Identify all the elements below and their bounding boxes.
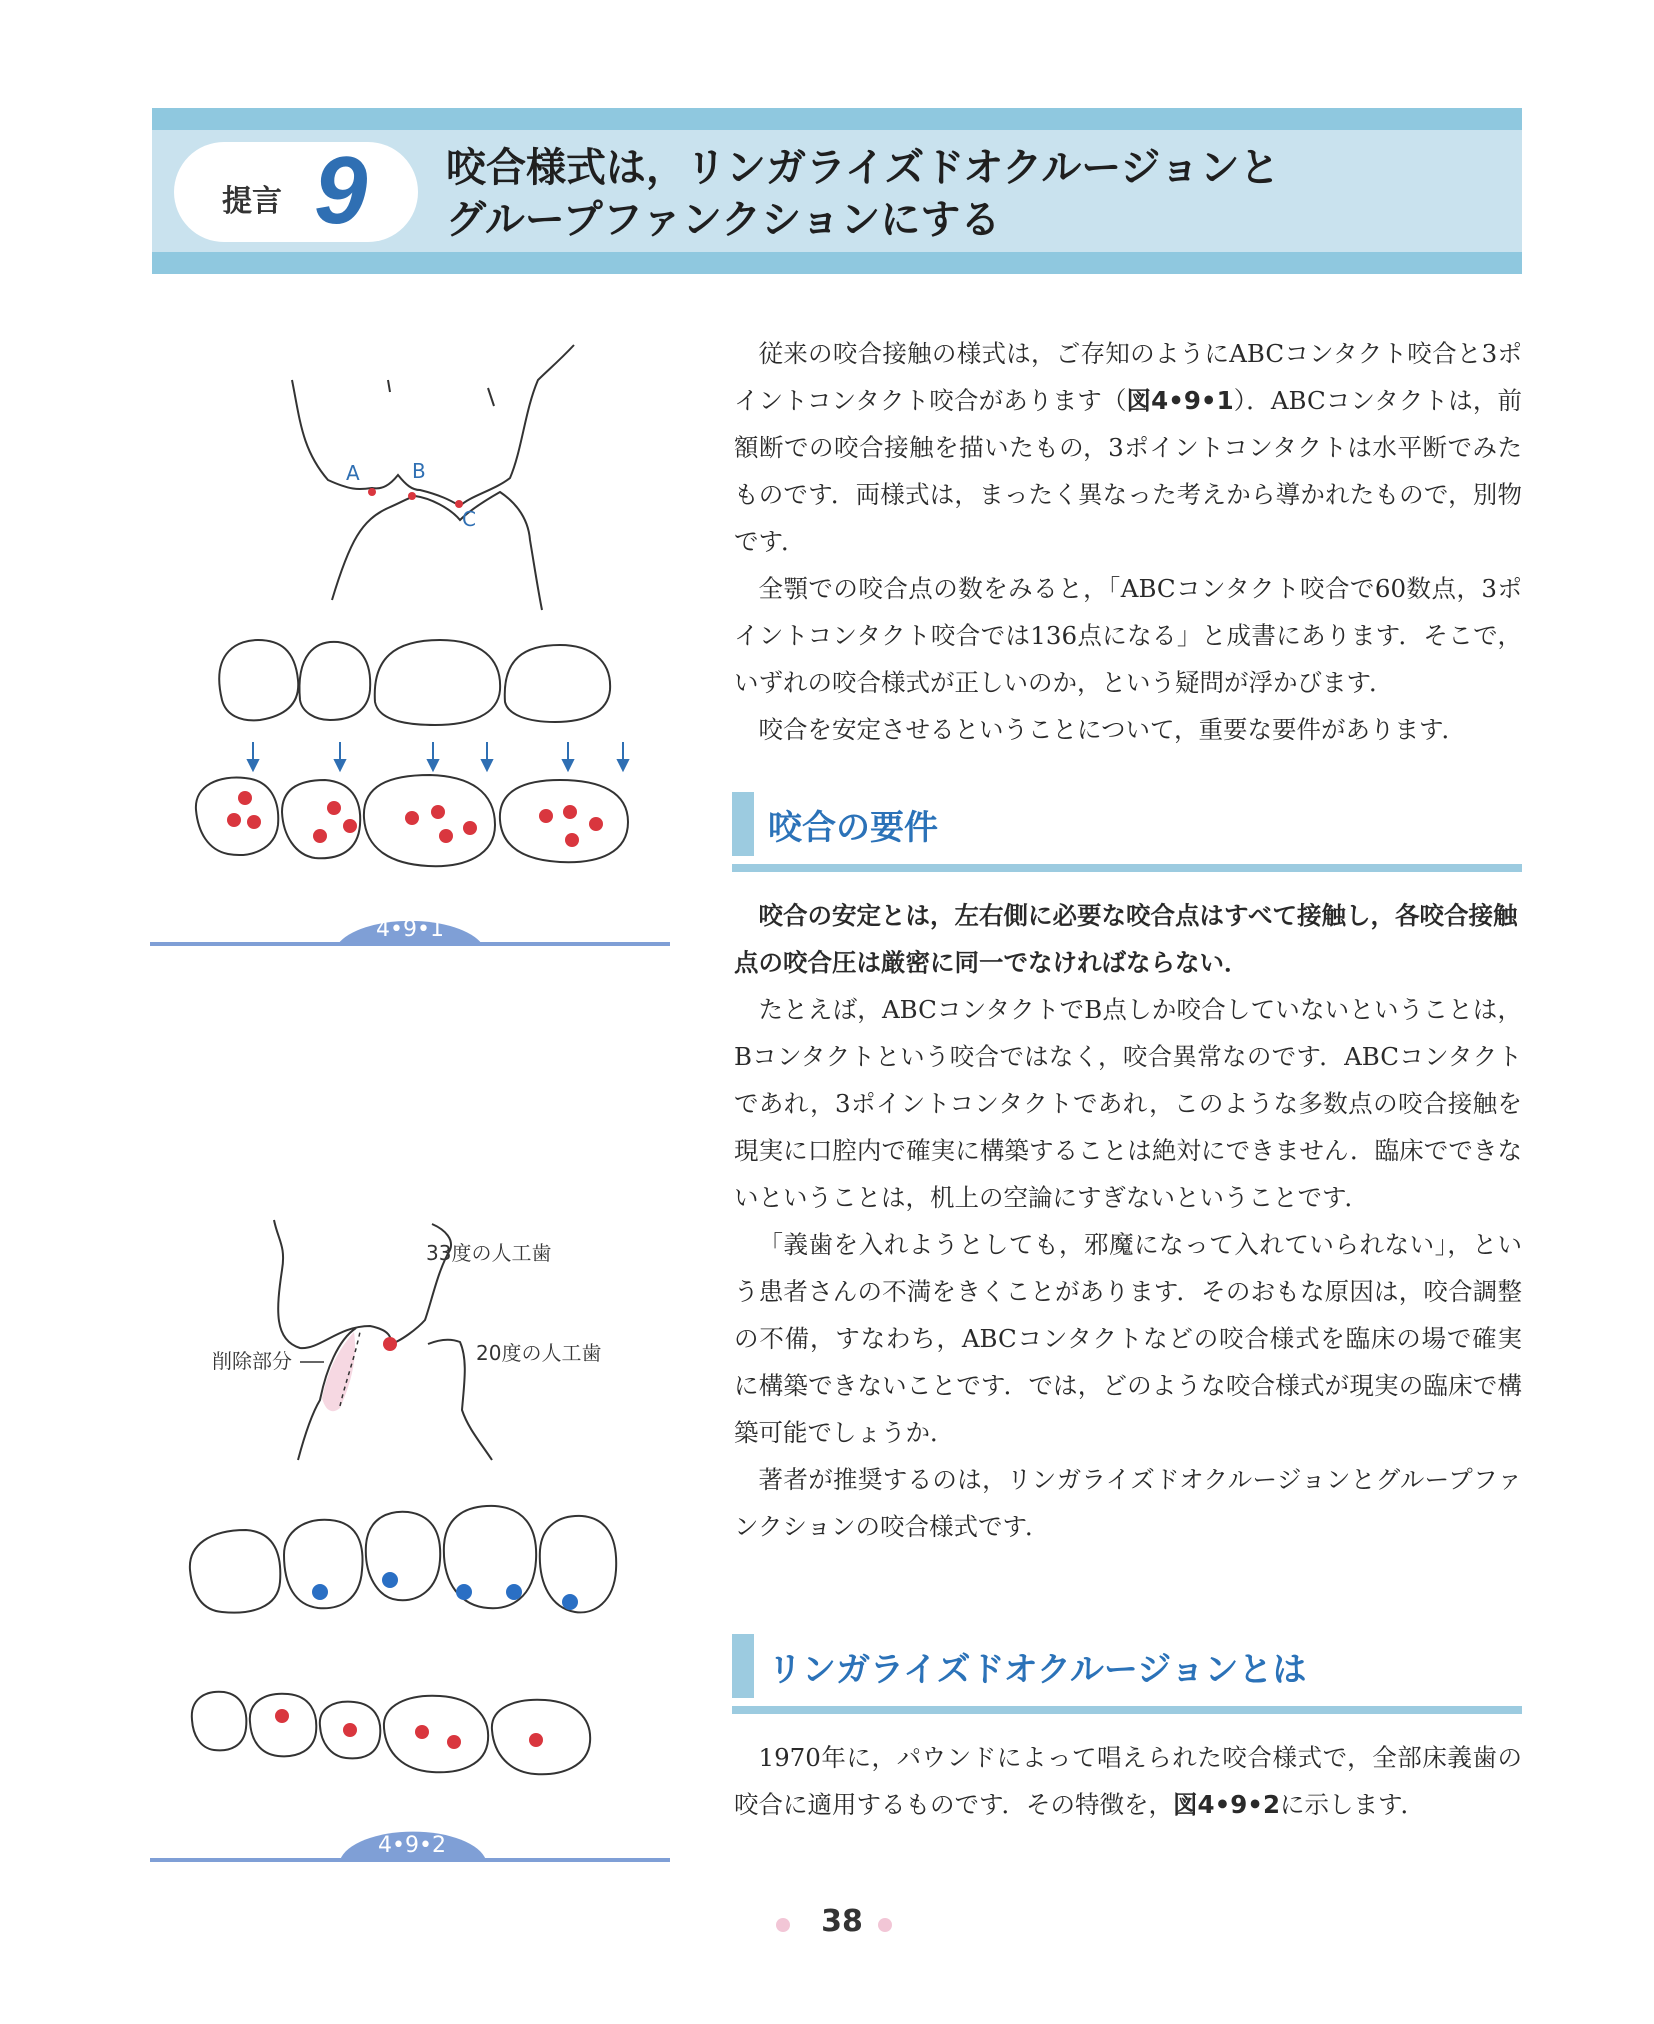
section1-paragraph-2: 「義歯を入れようとしても，邪魔になって入れていられない」，という患者さんの不満をきくことがあります．そのおもな原因は，咬合調整の不備，すなわち，ABCコンタクトなどの咬合様式を臨床の場で確実に構築できないことです．では，どのような咬合様式が現実の臨床で構築可能でしょうか． [734, 1230, 1522, 1447]
page-dot-right [878, 1918, 892, 1932]
page-title [446, 142, 1280, 246]
annotation-20-degree: 20度の人工歯 [476, 1341, 602, 1365]
annotation-33-degree: 33度の人工歯 [426, 1241, 552, 1265]
title-line-2: グループファンクションにする [446, 197, 1001, 243]
contact-points-abc [368, 488, 463, 508]
figure-label: 4•9•1 [376, 917, 444, 942]
intro-paragraph-2: 全顎での咬合点の数をみると，「ABCコンタクト咬合で60数点，3ポイントコンタクト咬合では136点になる」と成書にあります．そこで，いずれの咬合様式が正しいのか，という疑問が浮かびます． [734, 574, 1522, 697]
intro-paragraph-3: 咬合を安定させるということについて，重要な要件があります． [758, 715, 1467, 744]
figure-ref-1[interactable]: 図4•9•1 [1126, 386, 1234, 415]
cross-section-drawing [292, 345, 574, 610]
section-title: 咬合の要件 [768, 808, 938, 848]
section-heading-requirements [732, 792, 1522, 872]
page-number: 38 [821, 1904, 863, 1939]
point-b-label: B [412, 459, 426, 483]
header-banner [152, 108, 1522, 274]
section-bar [732, 792, 754, 856]
section2-text [734, 1734, 1522, 1828]
point-a-label: A [346, 461, 360, 485]
intro-text [734, 330, 1522, 753]
figure-ref-2[interactable]: 図4•9•2 [1173, 1790, 1281, 1819]
section1-paragraph-3: 著者が推奨するのは，リンガライズドオクルージョンとグループファンクションの咬合様式です． [734, 1465, 1522, 1541]
section-bar [732, 1634, 754, 1698]
section2-paragraph-1: 1970年に，パウンドによって唱えられた咬合様式で，全部床義歯の咬合に適用するものです．その特徴を，図4•9•2に示します． [734, 1743, 1522, 1819]
page-dot-left [776, 1918, 790, 1932]
figure-label: 4•9•2 [378, 1833, 446, 1858]
proposal-number: 9 [314, 137, 368, 244]
section-heading-lingualized [732, 1634, 1522, 1714]
figure-4-9-1 [150, 340, 680, 960]
proposal-badge [174, 137, 418, 244]
emphasis-statement: 咬合の安定とは，左右側に必要な咬合点はすべて接触し，各咬合接触点の咬合圧は厳密に同一でなければならない． [734, 901, 1518, 977]
section-title: リンガライズドオクルージョンとは [768, 1650, 1307, 1690]
intro-paragraph-1: 従来の咬合接触の様式は，ご存知のようにABCコンタクト咬合と3ポイントコンタクト咬合があります（図4•9•1）．ABCコンタクトは，前額断での咬合接触を描いたもの，3ポイントコンタクトは水平断でみたものです．両様式は，まったく異なった考えから導かれたもので，別物です． [734, 339, 1523, 556]
contact-point [383, 1337, 397, 1351]
contact-arrows [248, 742, 628, 770]
figure-4-9-2 [150, 1210, 710, 1870]
upper-teeth-occlusal-view [190, 1506, 616, 1613]
section1-text [734, 892, 1522, 1550]
proposal-label: 提言 [222, 184, 282, 219]
lower-teeth-occlusal-view [192, 1692, 590, 1775]
point-c-label: C [462, 507, 476, 531]
title-line-1: 咬合様式は，リンガライズドオクルージョンと [446, 145, 1280, 191]
annotation-removed-part: 削除部分 [212, 1349, 292, 1373]
section1-paragraph-1: たとえば，ABCコンタクトでB点しか咬合していないということは，Bコンタクトという咬合ではなく，咬合異常なのです．ABCコンタクトであれ，3ポイントコンタクトであれ，このような多数点の咬合接触を現実に口腔内で確実に構築することは絶対にできません．臨床でできないということは，机上の空論にすぎないということです． [734, 995, 1522, 1212]
upper-teeth-side-view [219, 640, 610, 725]
